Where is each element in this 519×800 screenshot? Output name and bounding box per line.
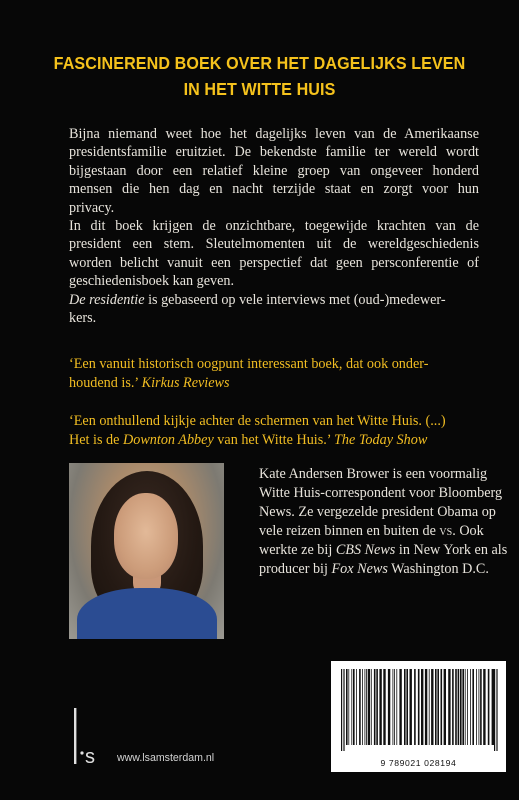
blurb-line: Bijna niemand weet hoe het dagelijks leven van de Amerikaanse <box>69 126 479 142</box>
barcode-bar <box>470 669 471 745</box>
blurb-line: worden belicht vanuit een perspectief dat geen persconferentie of <box>69 254 479 271</box>
publisher-url[interactable]: www.lsamsterdam.nl <box>117 752 215 764</box>
bio-text: Washington D.C. <box>387 560 489 577</box>
barcode-bars <box>337 669 500 751</box>
bio-outlet: CBS News <box>335 541 396 558</box>
quote-line: ‘Een onthullend kijkje achter de schermen van het Witte Huis. (...) <box>69 413 446 429</box>
barcode-bar <box>348 669 349 745</box>
barcode-bar <box>371 669 372 745</box>
bio-line: Witte Huis-correspondent voor Bloomberg <box>259 484 503 501</box>
blurb-line: privacy. <box>69 199 115 216</box>
barcode-bar <box>462 669 464 745</box>
barcode-bar <box>374 669 376 745</box>
author-bio <box>259 465 508 578</box>
barcode-bar <box>476 669 477 745</box>
barcode-bar <box>492 669 494 745</box>
bio-line <box>259 541 508 560</box>
barcode-bar <box>353 669 355 745</box>
barcode-bar <box>362 669 363 745</box>
isbn-number: 9 789021 028194 <box>380 758 457 768</box>
barcode-bar <box>410 669 412 745</box>
barcode-bar <box>465 669 466 745</box>
author-photo-face <box>114 493 178 579</box>
bio-line: Kate Andersen Brower is een voormalig <box>259 466 488 482</box>
barcode-bar <box>452 669 454 745</box>
barcode-bar <box>437 669 439 745</box>
quote-text: Het is de <box>69 432 123 448</box>
blurb-line: bijgestaan door een relatief kleine groep van ongeveer honderd <box>69 162 479 179</box>
quote-line: ‘Een vanuit historisch oogpunt interessant boek, dat ook onder- <box>69 356 429 372</box>
barcode-bar <box>418 669 420 745</box>
barcode-bar <box>388 669 390 745</box>
quote-text: houdend is.’ <box>69 375 142 391</box>
quote-source: Kirkus Reviews <box>141 375 230 391</box>
author-photo-blouse <box>77 588 217 639</box>
blurb-line: geschiedenisboek kan geven. <box>69 273 235 290</box>
svg-text:s: s <box>85 746 95 766</box>
barcode-bar <box>356 669 357 745</box>
headline <box>39 50 480 102</box>
isbn-barcode <box>331 661 506 772</box>
quote-title: Downton Abbey <box>122 432 214 448</box>
barcode-bar <box>365 669 366 745</box>
book-title: De residentie <box>69 291 145 308</box>
barcode-bar <box>480 669 482 745</box>
barcode-bar <box>379 669 381 745</box>
barcode-bar <box>394 669 395 745</box>
quote-line <box>69 374 489 393</box>
barcode-bar <box>441 669 443 745</box>
barcode-bar <box>404 669 406 745</box>
headline-line-1: FASCINEREND BOEK OVER HET DAGELIJKS LEVEN <box>53 53 466 73</box>
barcode-bar <box>393 669 394 745</box>
blurb-line: kers. <box>69 310 97 327</box>
barcode-bar <box>431 669 433 745</box>
quote-line <box>69 431 489 450</box>
barcode-bar <box>399 669 401 745</box>
barcode-bar <box>359 669 361 745</box>
barcode-bar <box>479 669 480 745</box>
barcode-bar <box>483 669 485 745</box>
barcode-bar <box>458 669 460 745</box>
bio-outlet: Fox News <box>331 560 388 577</box>
barcode-bar <box>425 669 427 745</box>
bio-abbrev: vs <box>439 522 453 539</box>
publisher-logo <box>73 706 103 766</box>
barcode-bar <box>494 669 495 751</box>
review-quote-kirkus <box>69 355 489 393</box>
blurb <box>69 125 479 327</box>
barcode-bar <box>376 669 378 745</box>
blurb-line: In dit boek krijgen de onzichtbare, toegewijde krachten van de <box>69 218 479 235</box>
author-photo <box>69 463 224 639</box>
headline-line-2: IN HET WITTE HUIS <box>183 79 336 99</box>
barcode-bar <box>351 669 352 745</box>
quote-text: van het Witte Huis.’ <box>213 432 335 448</box>
barcode-bar <box>448 669 450 745</box>
barcode-bar <box>396 669 397 745</box>
barcode-bar <box>346 669 348 745</box>
barcode-bar <box>429 669 430 745</box>
barcode-bar <box>496 669 497 751</box>
blurb-line: president een stem. Sleutelmomenten uit de wereldgeschiedenis <box>69 236 479 253</box>
bio-line <box>259 560 489 579</box>
barcode-bar <box>383 669 385 745</box>
barcode-bar <box>460 669 462 745</box>
bio-line: News. Ze vergezelde president Obama op <box>259 503 496 520</box>
bio-line <box>259 522 484 541</box>
barcode-bar <box>488 669 490 745</box>
barcode-bar <box>414 669 416 745</box>
bio-text: werkte ze bij <box>259 541 336 558</box>
barcode-bar <box>406 669 408 745</box>
barcode-bar <box>467 669 468 745</box>
quote-source: The Today Show <box>334 432 428 448</box>
blurb-line: presidentsfamilie eruitziet. De bekendste familie ter wereld wordt <box>69 144 479 161</box>
barcode-bar <box>421 669 423 745</box>
review-quote-today-show <box>69 412 489 450</box>
barcode-bar <box>444 669 446 745</box>
bio-text: . Ook <box>452 522 484 539</box>
bio-text: in New York en als <box>395 541 508 558</box>
bio-text: producer bij <box>259 560 332 577</box>
blurb-line: mensen die hen dag en nacht terzijde staat en zorgt voor hun <box>69 181 479 198</box>
publisher-logo-mark <box>73 706 103 766</box>
barcode-bar <box>343 669 344 751</box>
barcode-bar <box>341 669 342 751</box>
blurb-residentie-line <box>69 291 479 309</box>
barcode-bar <box>472 669 474 745</box>
barcode-bar <box>368 669 370 745</box>
bio-text: vele reizen binnen en buiten de <box>259 522 440 539</box>
barcode-bar <box>455 669 457 745</box>
barcode-bar <box>366 669 367 745</box>
blurb-residentie-text: is gebaseerd op vele interviews met (oud-)medewer- <box>144 291 446 308</box>
barcode-bar <box>435 669 437 745</box>
